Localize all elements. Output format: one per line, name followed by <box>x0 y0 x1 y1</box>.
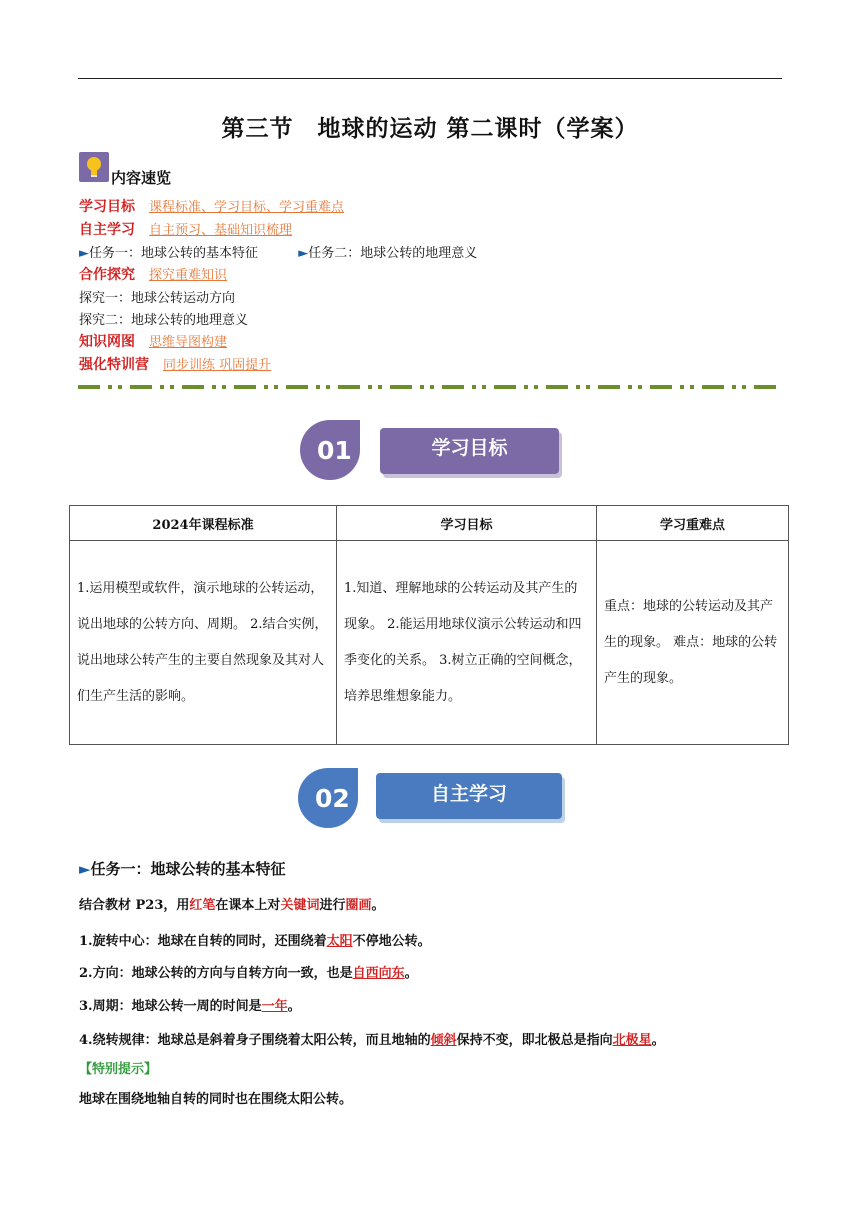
selfstudy-link[interactable]: 自主预习、基础知识梳理 <box>149 223 293 238</box>
page-title: 第三节 地球的运动 第二课时（学案） <box>221 115 639 142</box>
curriculum-table <box>69 505 789 745</box>
overview-row-goals: 学习目标 课程标准、学习目标、学习重难点 <box>79 199 345 215</box>
task1-heading: ►任务一：地球公转的基本特征 <box>79 860 286 878</box>
table-header: 学习目标 <box>337 506 597 541</box>
overview-row-training: 强化特训营 同步训练 巩固提升 <box>79 357 272 373</box>
badge-01-number: 01 <box>317 436 352 465</box>
overview-row-selfstudy: 自主学习 自主预习、基础知识梳理 <box>79 222 293 238</box>
overview-row-explore: 合作探究 探究重难知识 <box>79 267 228 283</box>
overview-row-explore1: 探究一：地球公转运动方向 <box>79 291 236 306</box>
explore-link[interactable]: 探究重难知识 <box>149 268 228 283</box>
mindmap-link[interactable]: 思维导图构建 <box>149 335 228 350</box>
item-rotation-center: 1.旋转中心：地球在自转的同时，还围绕着太阳不停地公转。 <box>79 934 431 949</box>
overview-title: 内容速览 <box>111 169 172 187</box>
overview-row-explore2: 探究二：地球公转的地理意义 <box>79 313 249 328</box>
goals-link[interactable]: 课程标准、学习目标、学习重难点 <box>149 200 345 215</box>
badge-02-label: 自主学习 <box>376 773 562 819</box>
badge-01-label: 学习目标 <box>380 428 559 474</box>
table-cell-keypoints: 重点：地球的公转运动及其产生的现象。 难点：地球的公转产生的现象。 <box>597 541 789 745</box>
special-tip-text: 地球在围绕地轴自转的同时也在围绕太阳公转。 <box>79 1092 353 1107</box>
table-cell-goals: 1.知道、理解地球的公转运动及其产生的现象。 2.能运用地球仪演示公转运动和四季变化的关系。 3.树立正确的空间概念，培养思维想象能力。 <box>337 541 597 745</box>
training-link[interactable]: 同步训练 巩固提升 <box>163 358 272 373</box>
table-cell-standards: 1.运用模型或软件，演示地球的公转运动，说出地球的公转方向、周期。 2.结合实例，说出地球公转产生的主要自然现象及其对人们生产生活的影响。 <box>70 541 337 745</box>
item-period: 3.周期：地球公转一周的时间是一年。 <box>79 999 301 1014</box>
special-tip-label: 【特别提示】 <box>79 1062 158 1077</box>
badge-02-number: 02 <box>315 784 350 813</box>
table-header: 学习重难点 <box>597 506 789 541</box>
lightbulb-icon <box>79 152 109 182</box>
dashed-divider <box>78 385 782 389</box>
item-orbit-rule: 4.绕转规律：地球总是斜着身子围绕着太阳公转，而且地轴的倾斜保持不变，即北极总是指向北极星。 <box>79 1033 665 1048</box>
table-header: 2024年课程标准 <box>70 506 337 541</box>
overview-row-tasks: ►任务一：地球公转的基本特征 ►任务二：地球公转的地理意义 <box>79 246 478 261</box>
item-direction: 2.方向：地球公转的方向与自转方向一致，也是自西向东。 <box>79 966 418 981</box>
overview-row-mindmap: 知识网图 思维导图构建 <box>79 334 228 350</box>
top-rule <box>78 78 782 79</box>
intro-line: 结合教材 P23，用红笔在课本上对关键词进行圈画。 <box>79 898 385 913</box>
